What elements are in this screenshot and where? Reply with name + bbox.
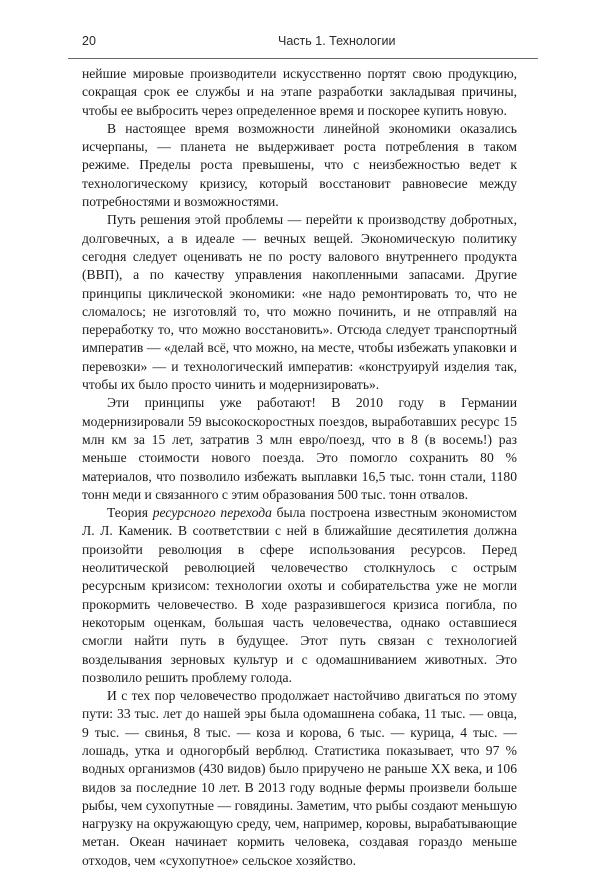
theory-term-italic: ресурсного перехода (152, 505, 272, 521)
paragraph-linear-economy: В настоящее время возможности линейной экономики оказались исчерпаны, — планета не выдерживает роста потребления в таком режиме. Пределы роста превышены, что с неизбежностью ведет к технологическому кризису, который восстановит равновесие между потребностями и возможностями. (82, 120, 517, 210)
paragraph-durable-goods: Путь решения этой проблемы — перейти к производству добротных, долговечных, а в идеале — вечных вещей. Экономическую политику сегодня следует оценивать не по росту валового внутреннего продукта (ВВП), а по качеству управления накопленными запасами. Другие принципы циклической экономики: «не надо ремонтировать то, что не сломалось; не изготовляй то, что можно починить, и не отправляй на переработку то, что можно восстановить». Отсюда следует транспортный императив — «делай всё, что можно, на месте, чтобы избежать упаковки и перевозки» — и технологический императив: «конструируй изделия так, чтобы их было просто чинить и модернизировать». (82, 212, 517, 393)
page-body (82, 65, 517, 870)
page-header (68, 30, 538, 59)
theory-text-before: Теория (107, 505, 153, 521)
paragraph-domestication: И с тех пор человечество продолжает настойчиво двигаться по этому пути: 33 тыс. лет до нашей эры была одомашнена собака, 11 тыс. — овца, 9 тыс. — свинья, 8 тыс. — коза и корова, 6 тыс. — курица, 4 тыс. — лошадь, утка и одногорбый верблюд. Статистика показывает, что 97 % водных организмов (430 видов) было приручено не раньше XX века, и 106 видов за последние 10 лет. В 2013 году водные фермы произвели больше рыбы, чем сухопутные — говядины. Заметим, что рыбы создают меньшую нагрузку на окружающую среду, чем, например, коровы, вырабатывающие метан. Океан начинает кормить человека, создавая гораздо меньше отходов, чем «сухопутное» сельское хозяйство. (82, 688, 517, 868)
theory-text-after: была построена известным экономистом Л. Л. Каменик. В соответствии с ней в ближайшие десятилетия должна произойти революция в сфере использования ресурсов. Перед неолитической революцией человечество столкнулось с острым ресурсным кризисом: технологии охоты и собирательства уже не могли прокормить человечество. В ходе разразившегося кризиса погибла, по некоторым оценкам, большая часть человечества, однако оставшиеся смогли найти путь в будущее. Этот путь связан с технологией возделывания зерновых культур и с одомашниванием животных. Это позволило решить проблему голода. (82, 505, 517, 685)
running-head: Часть 1. Технологии (278, 34, 396, 48)
paragraph-germany-trains: Эти принципы уже работают! В 2010 году в Германии модернизировали 59 высокоскоростных поездов, выработавших ресурс 15 млн км за 15 лет, затратив 3 млн евро/поезд, что в 8 (в восемь!) раз меньше стоимости нового поезда. Это помогло сохранить 80 % материалов, что позволило избежать выплавки 16,5 тыс. тонн стали, 1180 тонн меди и связанного с этим образования 500 тыс. тонн отвалов. (82, 395, 517, 502)
paragraph-continued: нейшие мировые производители искусственно портят свою продукцию, сокращая срок ее службы и на этапе разработки закладывая причины, чтобы ее выбросить через определенное время и поскорее купить новую. (82, 66, 517, 118)
page-number: 20 (82, 34, 96, 48)
paragraph-resource-transition (82, 504, 517, 687)
